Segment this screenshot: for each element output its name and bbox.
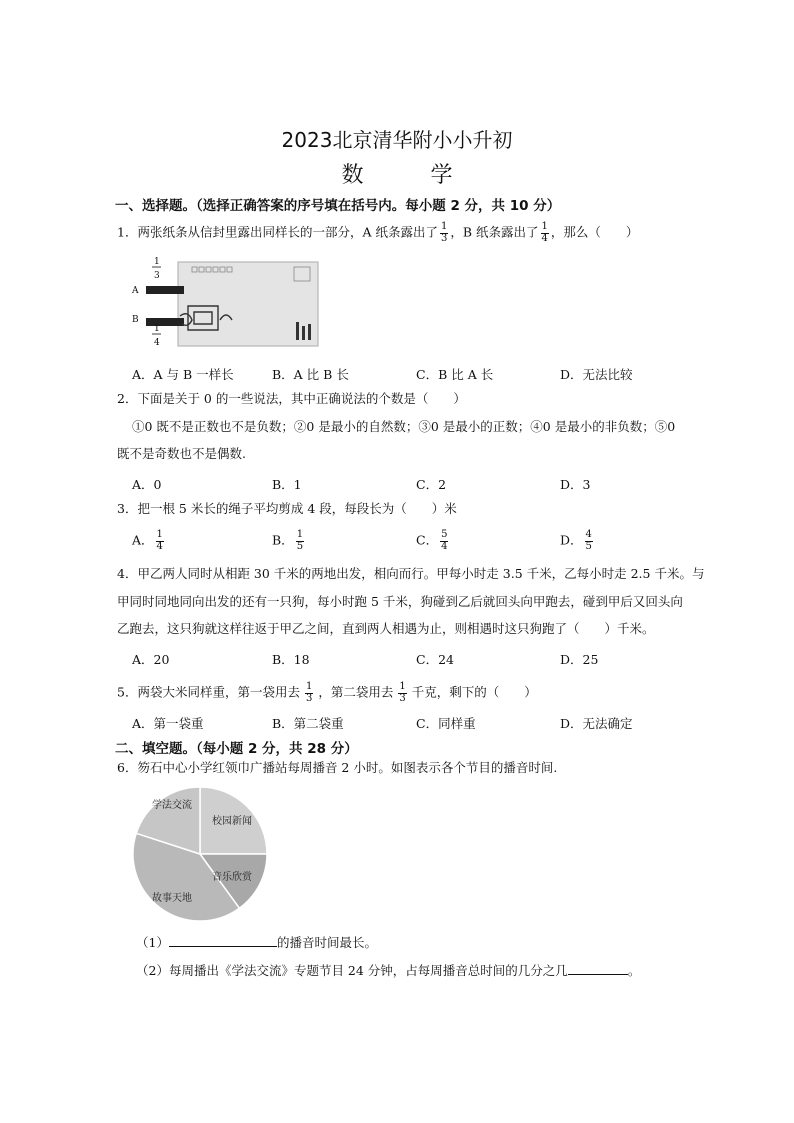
q2-option-a: A．0 [132, 477, 162, 492]
answer-blank-2[interactable] [568, 974, 628, 975]
label-b: B [132, 315, 139, 325]
q4-option-b: B．18 [272, 652, 310, 667]
page-title: 2023北京清华附小小升初 [281, 128, 513, 152]
question-4-line-2: 甲同时同地同向出发的还有一只狗，每小时跑 5 千米，狗碰到乙后就回头向甲跑去，碰到甲后又回头向 [117, 594, 683, 609]
q2-option-c: C．2 [416, 477, 447, 492]
q2-option-b: B．1 [272, 477, 302, 492]
fraction: $\frac{5}{4}$ [441, 529, 448, 552]
question-3-stem: 3．把一根 5 米长的绳子平均剪成 4 段，每段长为（ ）米 [117, 501, 457, 516]
q4-option-a: A．20 [132, 652, 170, 667]
pie-slice-label: 学法交流 [152, 800, 192, 811]
bottom-fraction-numerator: 1 [154, 324, 160, 334]
question-5-stem: 5．两袋大米同样重，第一袋用去 $\frac{1}{3}$ ，第二袋用去 $\frac{1}{3}$ 千克，剩下的（ ） [117, 681, 537, 704]
q3-option-a: A． $\frac{1}{4}$ [132, 529, 163, 552]
question-6-stem: 6．笏石中心小学红领巾广播站每周播音 2 小时。如图表示各个节目的播音时间. [117, 760, 558, 775]
q3-option-b: B． $\frac{1}{5}$ [272, 529, 304, 552]
strip-b [146, 318, 184, 326]
q1-option-c: C．B 比 A 长 [416, 367, 494, 382]
subject-title: 数 学 [341, 163, 483, 188]
pie-chart [128, 784, 273, 924]
q2-option-d: D．3 [560, 477, 591, 492]
q4-option-c: C．24 [416, 652, 454, 667]
fraction: $\frac{1}{4}$ [541, 221, 548, 244]
q1-option-a: A．A 与 B 一样长 [132, 367, 234, 382]
question-2-line-2: 既不是奇数也不是偶数. [117, 446, 246, 461]
pie-slice-label: 故事天地 [152, 893, 192, 904]
fraction: $\frac{4}{5}$ [585, 529, 592, 552]
envelope-figure [128, 254, 323, 350]
fraction: $\frac{1}{3}$ [305, 681, 313, 704]
answer-blank-1[interactable] [169, 946, 277, 947]
q5-option-c: C．同样重 [416, 716, 476, 731]
fraction: $\frac{1}{3}$ [440, 221, 448, 244]
q6-sub-1: （1） 的播音时间最长。 [136, 935, 377, 950]
q3-option-d: D． $\frac{4}{5}$ [560, 529, 592, 552]
bottom-fraction-denominator: 4 [154, 338, 160, 348]
question-2-stem: 2．下面是关于 0 的一些说法，其中正确说法的个数是（ ） [117, 391, 466, 406]
pie-slice-label: 校园新闻 [212, 816, 252, 827]
top-fraction-denominator: 3 [154, 271, 160, 281]
q6-sub-2: （2）每周播出《学法交流》专题节目 24 分钟，占每周播音总时间的几分之几 。 [136, 963, 641, 978]
question-4-line-3: 乙跑去，这只狗就这样往返于甲乙之间，直到两人相遇为止，则相遇时这只狗跑了（ ）千米。 [117, 621, 655, 636]
strip-a [146, 286, 184, 294]
pie-slice-label: 音乐欣赏 [212, 872, 252, 883]
question-4-line-1: 4．甲乙两人同时从相距 30 千米的两地出发，相向而行。甲每小时走 3.5 千米，乙每小时走 2.5 千米。与 [117, 566, 705, 581]
question-2-line-1: ①0 既不是正数也不是负数；②0 是最小的自然数；③0 是最小的正数；④0 是最小的非负数；⑤0 [132, 419, 676, 434]
q5-option-d: D．无法确定 [560, 716, 633, 731]
q5-option-a: A．第一袋重 [132, 716, 204, 731]
q3-option-c: C． $\frac{5}{4}$ [416, 529, 448, 552]
q1-option-b: B．A 比 B 长 [272, 367, 349, 382]
label-a: A [132, 286, 139, 296]
question-1-stem: 1．两张纸条从信封里露出同样长的一部分，A 纸条露出了 $\frac{1}{3}$ ，B 纸条露出了 $\frac{1}{4}$ ，那么（ ） [117, 221, 639, 244]
fraction: $\frac{1}{4}$ [156, 529, 163, 552]
fraction: $\frac{1}{3}$ [399, 681, 406, 704]
section-1-heading: 一、选择题。（选择正确答案的序号填在括号内。每小题 2 分，共 10 分） [115, 198, 561, 214]
q5-option-b: B．第二袋重 [272, 716, 344, 731]
section-2-heading: 二、填空题。（每小题 2 分，共 28 分） [115, 741, 358, 757]
fraction: $\frac{1}{5}$ [296, 529, 304, 552]
q4-option-d: D．25 [560, 652, 599, 667]
q1-option-d: D．无法比较 [560, 367, 633, 382]
top-fraction-numerator: 1 [154, 257, 160, 267]
